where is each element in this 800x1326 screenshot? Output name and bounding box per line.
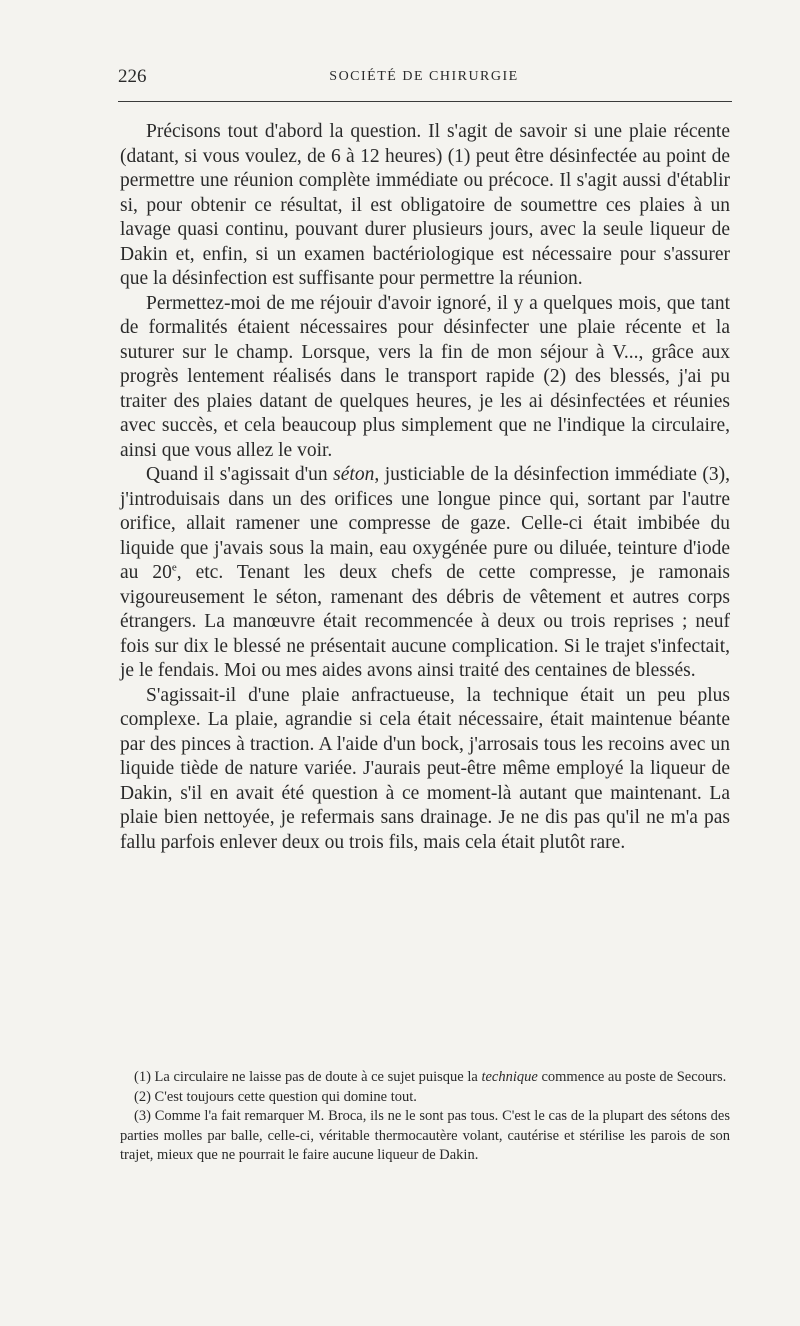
text-run: Quand il s'agissait d'un: [146, 464, 334, 485]
text-run: , justiciable de la désinfection immédiate (3), j'introduisais dans un des orifices une longue pince qui, sortant par l'autre orifice, allait ramener une compresse de gaze. Celle-ci était imbibée du liquide que j'avais sous la main, eau oxygénée pure ou diluée, teinture d'iode au 20: [120, 464, 730, 583]
footnotes: [120, 1068, 730, 1166]
footnote: (2) C'est toujours cette question qui domine tout.: [134, 1088, 417, 1105]
page-header: [118, 66, 730, 90]
text-run: , etc. Tenant les deux chefs de cette compresse, je ramonais vigoureusement le séton, ramenant des débris de vêtement et autres corps étrangers. La manœuvre était recommencée à deux ou trois reprises ; neuf fois sur dix le blessé ne présentait aucune complication. Si le trajet s'infectait, je le fendais. Moi ou mes aides avons ainsi traité des centaines de blessés.: [120, 562, 730, 681]
italic-term: technique: [481, 1069, 538, 1085]
text-run: (1) La circulaire ne laisse pas de doute à ce sujet puisque la: [134, 1069, 482, 1085]
header-rule: [118, 101, 732, 102]
italic-term: séton: [333, 464, 375, 485]
body-text: [120, 120, 730, 855]
page-number: 226: [118, 66, 147, 87]
text-run: commence au poste de Secours.: [537, 1069, 727, 1085]
paragraph: Permettez-moi de me réjouir d'avoir ignoré, il y a quelques mois, que tant de formalités étaient nécessaires pour désinfecter une plaie récente et la suturer sur le champ. Lorsque, vers la fin de mon séjour à V..., grâce aux progrès lentement réalisés dans le transport rapide (2) des blessés, j'ai pu traiter des plaies datant de quelques heures, je les ai désinfectées et réunies avec succès, et cela beaucoup plus simplement que ne l'indique la circulaire, ainsi que vous allez le voir.: [120, 292, 730, 461]
paragraph: S'agissait-il d'une plaie anfractueuse, la technique était un peu plus complexe. La plaie, agrandie si cela était nécessaire, était maintenue béante par des pinces à traction. A l'aide d'un bock, j'arrosais tous les recoins avec un liquide tiède de nature variée. J'aurais peut-être même employé la liqueur de Dakin, s'il en avait été question à ce moment-là autant que maintenant. La plaie bien nettoyée, je refermais sans drainage. Je ne dis pas qu'il ne m'a pas fallu parfois enlever deux ou trois fils, mais cela était plutôt rare.: [120, 684, 730, 853]
footnote: (3) Comme l'a fait remarquer M. Broca, ils ne le sont pas tous. C'est le cas de la plupart des sétons des parties molles par balle, celle-ci, véritable thermocautère volant, cautérise et stérilise les parois de son trajet, mieux que ne pourrait le faire aucune liqueur de Dakin.: [120, 1108, 730, 1163]
footnote: [120, 1068, 730, 1088]
running-title: SOCIÉTÉ DE CHIRURGIE: [329, 69, 519, 84]
paragraph: Précisons tout d'abord la question. Il s'agit de savoir si une plaie récente (datant, si vous voulez, de 6 à 12 heures) (1) peut être désinfectée au point de permettre une réunion complète immédiate ou précoce. Il s'agit aussi d'établir si, pour obtenir ce résultat, il est obligatoire de soumettre ces plaies à un lavage quasi continu, pouvant durer plusieurs jours, avec la seule liqueur de Dakin et, enfin, si un examen bactériologique est nécessaire pour s'assurer que la désinfection est suffisante pour permettre la réunion.: [120, 121, 730, 289]
paragraph: [120, 463, 730, 684]
superscript: e: [171, 561, 177, 574]
